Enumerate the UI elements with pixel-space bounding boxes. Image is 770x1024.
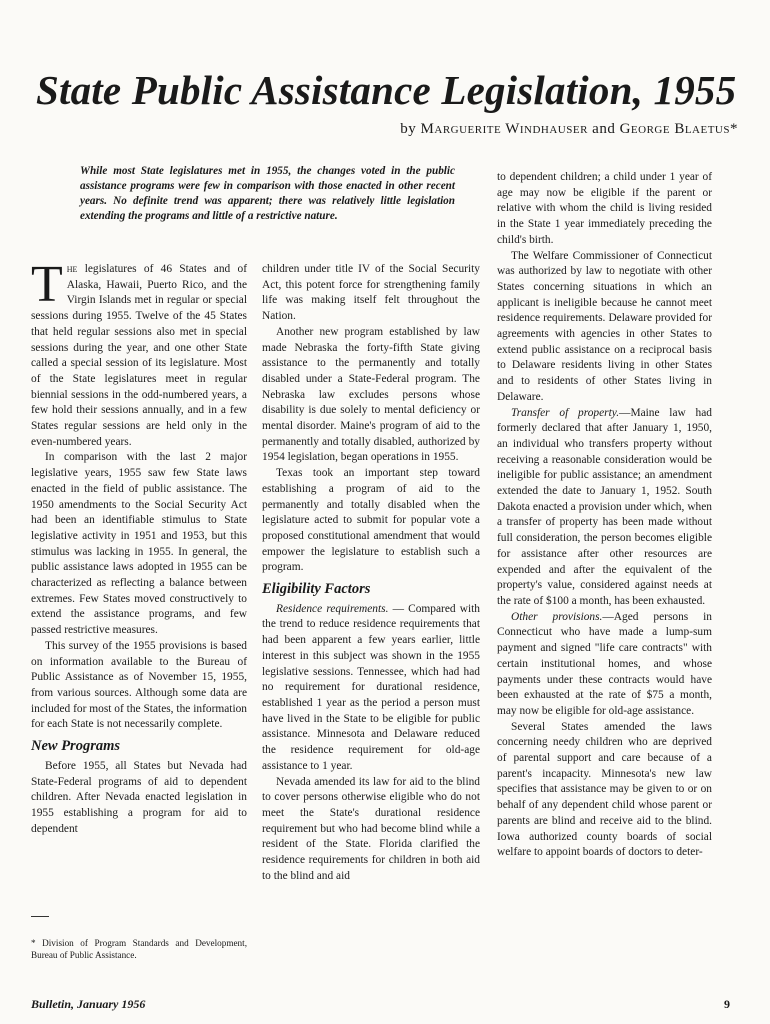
footnote-rule xyxy=(31,916,49,917)
paragraph: to dependent children; a child under 1 year of age may now be eligible if the parent or relative with whom the child is living resided in the State 1 year immediately preceding the child's birth. xyxy=(497,171,712,246)
paragraph: In comparison with the last 2 major legislative years, 1955 saw few State laws enacted in the field of public assistance. The 1950 amendments to the Social Security Act had been an identifiable stimulus to State legislative activity in 1951 and 1953, but this stimulus was lacking in 1955. In general, the public assistance laws adopted in 1955 can be characterized as reflecting a balance between extremes. Few States moved constructively to extend the assistance programs, and few passed restrictive measures. xyxy=(31,451,247,637)
byline xyxy=(400,121,738,138)
footnote: * Division of Program Standards and Development, Bureau of Public Assistance. xyxy=(31,938,247,960)
paragraph: Before 1955, all States but Nevada had State-Federal programs of aid to dependent children. After Nevada enacted legislation in 1955 establishing a program for aid to dependent xyxy=(31,759,247,835)
publication-footer: Bulletin, January 1956 xyxy=(31,997,146,1011)
paragraph: Texas took an important step toward establishing a program of aid to the permanently and totally disabled when the legislature acted to submit for popular vote a proposed constitutional amendment that would empower the legislature to establish such a program. xyxy=(262,467,480,574)
drop-cap: T xyxy=(31,256,63,313)
paragraph-text: legislatures of 46 States and of Alaska, Hawaii, Puerto Rico, and the Virgin Islands met in regular or special sessions during 1955. Twelve of the 45 States that held regular sessions also met in special sessions during the year, and one other State called a special session of its legislature. Most of the State legislatures meet in regular biennial sessions in the odd-numbered years, a few hold their sessions annually, and in a few States regular sessions are held only in the even-numbered years. xyxy=(31,263,247,448)
abstract: While most State legislatures met in 1955, the changes voted in the public assistance programs were few in comparison with those enacted in other recent years. No definite trend was apparent; there was relatively little legislation extending the programs and little of a restrictive nature. xyxy=(80,165,455,222)
byline-and: and xyxy=(592,121,616,137)
paragraph xyxy=(262,602,480,775)
byline-by: by xyxy=(400,121,417,137)
page-number: 9 xyxy=(724,997,730,1011)
column-1 xyxy=(31,256,247,837)
run-in-heading: Other provisions. xyxy=(511,610,603,623)
paragraph xyxy=(497,406,712,610)
paragraph xyxy=(31,256,247,450)
paragraph xyxy=(497,610,712,720)
paragraph-text: — Compared with the trend to reduce residence requirements that had been apparent a few years earlier, little interest in this subject was shown in the 1955 legislative sessions. Tennessee, which had had no requirement for durational residence, established 1 year as the period a person must have lived in the State to be eligible for public assistance. Minnesota and Delaware reduced the residence requirement for old-age assistance to 1 year. xyxy=(262,602,480,772)
paragraph: Nevada amended its law for aid to the blind to cover persons otherwise eligible who do not meet the State's durational residence requirement but who had become blind while a resident of the State. Florida clarified the residence requirements for children in both aid to the blind and aid xyxy=(262,775,480,882)
section-heading-eligibility-factors: Eligibility Factors xyxy=(262,581,371,598)
author-2: George Blaetus* xyxy=(619,121,738,137)
paragraph: Several States amended the laws concerning needy children who are deprived of parental support and care because of a parent's incapacity. Minnesota's new law specifies that assistance may be given to or on behalf of any dependent child whose parent or parents are blind and receive aid to the blind. Iowa authorized county boards of social welfare to appoint boards of doctors to deter- xyxy=(497,720,712,859)
author-1: Marguerite Windhauser xyxy=(420,121,588,137)
column-2 xyxy=(262,262,480,884)
column-3 xyxy=(497,170,712,861)
article-title: State Public Assistance Legislation, 1955 xyxy=(36,67,737,113)
paragraph: children under title IV of the Social Security Act, this potent force for strengthening family life was making itself felt throughout the Nation. xyxy=(262,263,480,323)
paragraph: Another new program established by law made Nebraska the forty-fifth State giving assistance to the permanently and totally disabled under a State-Federal program. The Nebraska law excludes persons whose disability is due solely to mental deficiency or mental disorder. Maine's program of aid to the permanently and totally disabled, authorized by 1954 legislation, began operations in 1955. xyxy=(262,325,480,464)
run-in-heading: Transfer of property. xyxy=(511,406,620,419)
paragraph-text: —Aged persons in Connecticut who have made a lump-sum payment and signed "life care contracts" with certain institutional homes, and whose payments under these contracts would have been exhausted at the rate of $75 a month, may now be eligible for old-age assistance. xyxy=(497,610,713,717)
paragraph-text: —Maine law had formerly declared that after January 1, 1950, an individual who transfers property without receiving a reasonable consideration would be ineligible for public assistance; an amendment extended the date to January 1, 1952. South Dakota enacted a provision under which, when a transfer of property has been made without full consideration, the person becomes eligible for assistance after other resources are expended and after the equivalent of the property's value, considered against needs at the rate of $100 a month, has been exhausted. xyxy=(497,406,712,607)
run-in-heading: Residence requirements. xyxy=(276,602,389,615)
section-heading-new-programs: New Programs xyxy=(31,738,121,755)
paragraph: This survey of the 1955 provisions is based on information available to the Bureau of Public Assistance as of November 15, 1955, from various sources. Although some data are included for most of the States, the information for each State is not necessarily complete. xyxy=(31,639,247,731)
paragraph: The Welfare Commissioner of Connecticut was authorized by law to negotiate with other States concerning situations in which an applicant is ineligible because he cannot meet residence requirements. Delaware provided for agreements with agencies in other States to extend public assistance on a reciprocal basis to Delaware residents living in other States and to residents of other States living in Delaware. xyxy=(497,249,712,403)
lead-in: he xyxy=(66,263,78,275)
